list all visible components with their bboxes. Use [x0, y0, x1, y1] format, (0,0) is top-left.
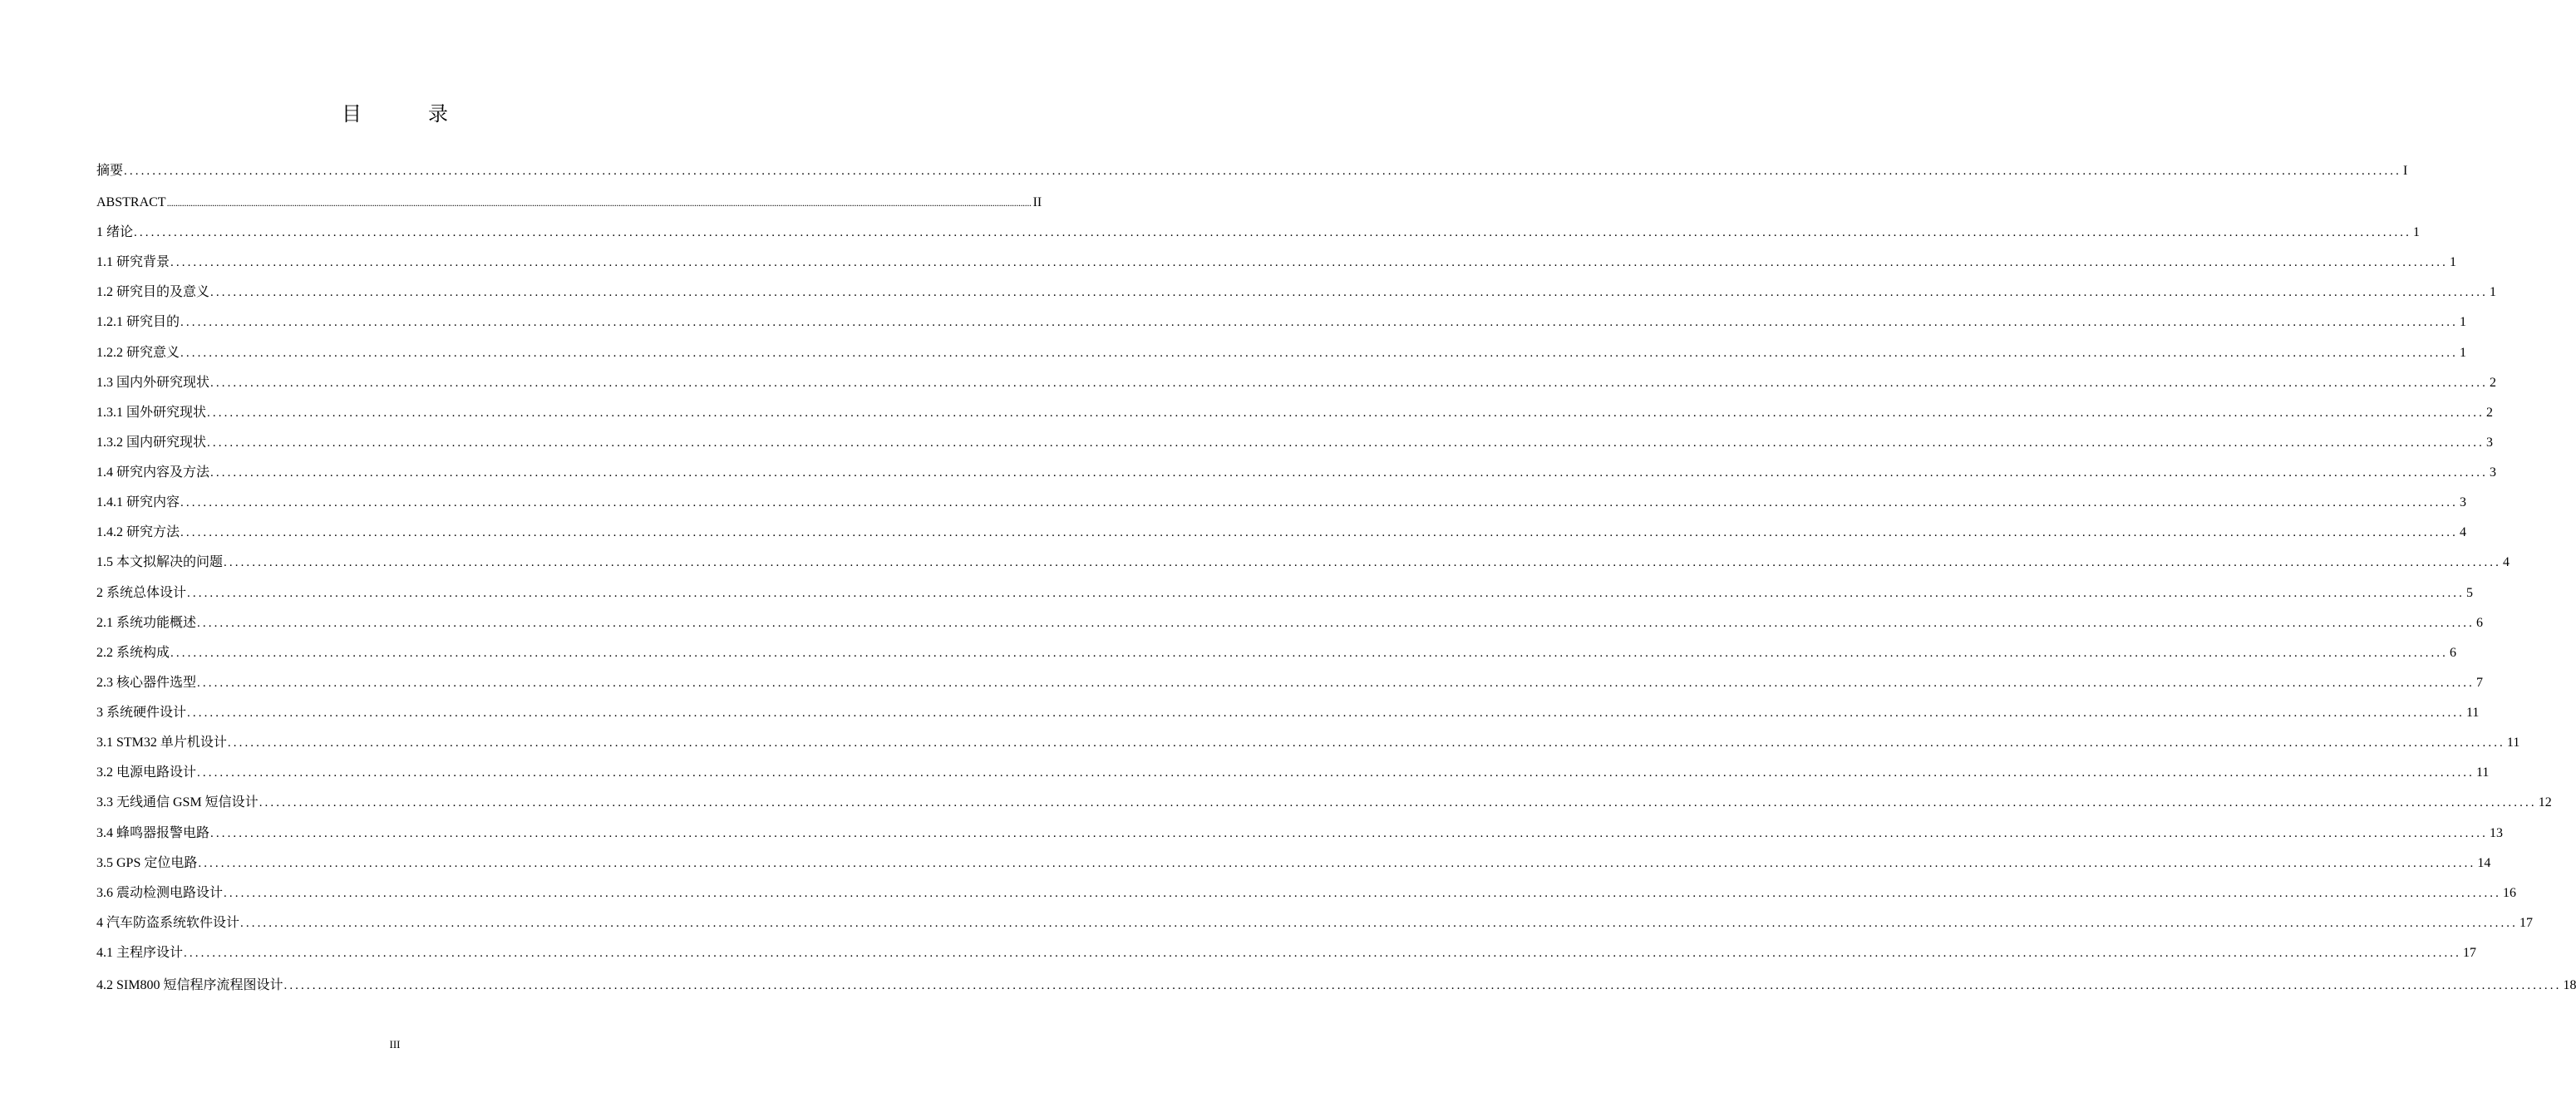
- toc-entry-title: 4 汽车防盗系统软件设计: [96, 916, 240, 930]
- toc-entry-title: 1.4.2 研究方法: [96, 525, 180, 539]
- toc-dot-leader: ................................................................................................................................................................................................................................................................................................................................................................................................................: [180, 316, 2459, 329]
- toc-entry-title: 1.3 国内外研究现状: [96, 376, 210, 390]
- toc-entry[interactable]: [96, 216, 2421, 241]
- toc-entry-page-number: II: [1032, 195, 1042, 209]
- toc-dot-leader: ................................................................................................................................................................................................................................................................................................................................................................................................................: [187, 587, 2465, 600]
- toc-entry[interactable]: [96, 907, 2534, 932]
- toc-entry-title: 1.2 研究目的及意义: [96, 285, 210, 299]
- toc-entry[interactable]: [96, 607, 2484, 632]
- toc-entry-page-number: 6: [2476, 616, 2484, 630]
- toc-entry[interactable]: [96, 577, 2474, 602]
- toc-entry[interactable]: [96, 847, 2491, 872]
- toc-dot-leader: ................................................................................................................................................................................................................................................................................................................................................................................................................: [197, 766, 2475, 780]
- toc-entry-page-number: 16: [2503, 886, 2517, 900]
- page-number-footer: III: [389, 1038, 401, 1051]
- toc-dot-leader: ................................................................................................................................................................................................................................................................................................................................................................................................................: [224, 887, 2502, 900]
- toc-dot-leader: ................................................................................................................................................................................................................................................................................................................................................................................................................: [180, 496, 2459, 509]
- toc-entry-page-number: 3: [2490, 465, 2497, 480]
- toc-entry[interactable]: [96, 637, 2457, 662]
- toc-dot-leader: ................................................................................................................................................................................................................................................................................................................................................................................................................: [197, 617, 2475, 630]
- toc-entry[interactable]: [96, 546, 2510, 571]
- toc-dot-leader: ................................................................................................................................................................................................................................................................................................................................................................................................................: [224, 556, 2502, 569]
- toc-entry-page-number: 13: [2490, 826, 2504, 840]
- toc-dot-leader: ................................................................................................................................................................................................................................................................................................................................................................................................................: [227, 736, 2505, 750]
- toc-entry-title: 摘要: [96, 164, 124, 178]
- toc-entry-page-number: 2: [2486, 406, 2494, 420]
- toc-entry[interactable]: [96, 367, 2497, 391]
- toc-entry-page-number: 11: [2466, 706, 2480, 720]
- toc-entry-title: ABSTRACT: [96, 195, 166, 209]
- toc-entry-title: 4.1 主程序设计: [96, 946, 184, 960]
- toc-dot-leader: ................................................................................................................................................................................................................................................................................................................................................................................................................: [207, 436, 2485, 450]
- toc-entry-title: 2.2 系统构成: [96, 646, 170, 660]
- toc-entry-title: 1.1 研究背景: [96, 255, 170, 269]
- toc-entry[interactable]: [96, 696, 2480, 721]
- toc-entry[interactable]: [96, 276, 2497, 301]
- toc-entry[interactable]: [96, 937, 2477, 962]
- toc-entry-title: 3.3 无线通信 GSM 短信设计: [96, 795, 259, 809]
- toc-dot-leader: ................................................................................................................................................................................................................................................................................................................................................................................................................: [187, 706, 2465, 720]
- toc-dot-leader: ................................................................................................................................................................................................................................................................................................................................................................................................................: [170, 647, 2449, 660]
- toc-entry-page-number: 12: [2538, 795, 2552, 809]
- toc-entry-title: 1.3.1 国外研究现状: [96, 406, 207, 420]
- toc-dot-leader: ................................................................................................................................................................................................................................................................................................................................................................................................................: [198, 857, 2476, 870]
- toc-entry-page-number: 18: [2563, 978, 2576, 992]
- toc-dot-leader: ................................................................................................................................................................................................................................................................................................................................................................................................................: [166, 197, 1032, 209]
- toc-entry[interactable]: [96, 246, 2457, 271]
- toc-dot-leader: ................................................................................................................................................................................................................................................................................................................................................................................................................: [197, 677, 2475, 690]
- toc-dot-leader: ................................................................................................................................................................................................................................................................................................................................................................................................................: [180, 347, 2459, 360]
- toc-dot-leader: ................................................................................................................................................................................................................................................................................................................................................................................................................: [240, 917, 2519, 930]
- toc-entry-title: 3 系统硬件设计: [96, 706, 187, 720]
- toc-entry[interactable]: [96, 516, 2467, 541]
- toc-dot-leader: ................................................................................................................................................................................................................................................................................................................................................................................................................: [210, 376, 2489, 390]
- toc-entry-title: 1.3.2 国内研究现状: [96, 435, 207, 450]
- toc-dot-leader: ................................................................................................................................................................................................................................................................................................................................................................................................................: [180, 526, 2459, 539]
- toc-dot-leader: ................................................................................................................................................................................................................................................................................................................................................................................................................: [184, 947, 2462, 960]
- toc-entry-title: 1.5 本文拟解决的问题: [96, 555, 224, 569]
- toc-entry[interactable]: [96, 817, 2504, 842]
- toc-entry-title: 1.2.1 研究目的: [96, 315, 180, 329]
- toc-entry-title: 1.4.1 研究内容: [96, 495, 180, 509]
- toc-dot-leader: ................................................................................................................................................................................................................................................................................................................................................................................................................: [124, 165, 2402, 178]
- toc-dot-leader: ................................................................................................................................................................................................................................................................................................................................................................................................................: [259, 796, 2537, 809]
- toc-entry-page-number: 3: [2486, 435, 2494, 450]
- toc-entry-page-number: 17: [2463, 946, 2477, 960]
- toc-entry[interactable]: [96, 726, 2520, 751]
- toc-entry[interactable]: [96, 667, 2484, 691]
- toc-entry-page-number: 1: [2450, 255, 2457, 269]
- toc-entry[interactable]: [96, 306, 2467, 331]
- toc-entry-title: 2.1 系统功能概述: [96, 616, 197, 630]
- toc-entry-page-number: 5: [2466, 586, 2474, 600]
- toc-entry-page-number: 3: [2460, 495, 2467, 509]
- toc-entry-page-number: 1: [2460, 346, 2467, 360]
- toc-dot-leader: ................................................................................................................................................................................................................................................................................................................................................................................................................: [207, 406, 2485, 420]
- toc-dot-leader: ................................................................................................................................................................................................................................................................................................................................................................................................................: [170, 256, 2449, 269]
- toc-entry-title: 2 系统总体设计: [96, 586, 187, 600]
- toc-entry-title: 3.2 电源电路设计: [96, 765, 197, 780]
- toc-entry[interactable]: [96, 456, 2497, 481]
- toc-entry-page-number: 4: [2503, 555, 2510, 569]
- toc-dot-leader: ................................................................................................................................................................................................................................................................................................................................................................................................................: [283, 979, 2562, 992]
- toc-entry[interactable]: [96, 426, 2494, 451]
- toc-title: 目 录: [342, 102, 471, 125]
- toc-entry-page-number: 11: [2476, 765, 2490, 780]
- toc-entry-page-number: 11: [2506, 736, 2520, 750]
- toc-dot-leader: ................................................................................................................................................................................................................................................................................................................................................................................................................: [134, 226, 2412, 239]
- toc-entry[interactable]: [96, 155, 2408, 180]
- toc-entry[interactable]: [96, 396, 2494, 421]
- toc-entry[interactable]: [96, 486, 2467, 511]
- toc-entry-title: 3.5 GPS 定位电路: [96, 856, 198, 870]
- toc-entry-page-number: 2: [2490, 376, 2497, 390]
- toc-entry[interactable]: [96, 969, 2576, 994]
- toc-entry-page-number: 4: [2460, 525, 2467, 539]
- toc-entry-title: 3.6 震动检测电路设计: [96, 886, 224, 900]
- toc-dot-leader: ................................................................................................................................................................................................................................................................................................................................................................................................................: [210, 466, 2489, 480]
- toc-entry-page-number: 6: [2450, 646, 2457, 660]
- toc-entry[interactable]: [96, 186, 1042, 211]
- toc-entry-title: 4.2 SIM800 短信程序流程图设计: [96, 978, 283, 992]
- toc-entry-page-number: 7: [2476, 676, 2484, 690]
- toc-entry[interactable]: [96, 877, 2517, 902]
- toc-entry-page-number: 1: [2413, 225, 2421, 239]
- toc-entry-page-number: 1: [2490, 285, 2497, 299]
- toc-entry-title: 1.4 研究内容及方法: [96, 465, 210, 480]
- toc-dot-leader: ................................................................................................................................................................................................................................................................................................................................................................................................................: [210, 827, 2489, 840]
- toc-entry-page-number: 14: [2477, 856, 2491, 870]
- toc-entry-title: 1.2.2 研究意义: [96, 346, 180, 360]
- toc-entry-title: 3.4 蜂鸣器报警电路: [96, 826, 210, 840]
- toc-entry-title: 1 绪论: [96, 225, 134, 239]
- toc-entry-title: 2.3 核心器件选型: [96, 676, 197, 690]
- toc-entry[interactable]: [96, 786, 2552, 811]
- toc-entry-page-number: I: [2403, 164, 2408, 178]
- toc-entry-title: 3.1 STM32 单片机设计: [96, 736, 227, 750]
- toc-entry-page-number: 17: [2519, 916, 2534, 930]
- toc-dot-leader: ................................................................................................................................................................................................................................................................................................................................................................................................................: [210, 286, 2489, 299]
- toc-entry-page-number: 1: [2460, 315, 2467, 329]
- toc-entry[interactable]: [96, 337, 2467, 362]
- toc-entry[interactable]: [96, 756, 2490, 781]
